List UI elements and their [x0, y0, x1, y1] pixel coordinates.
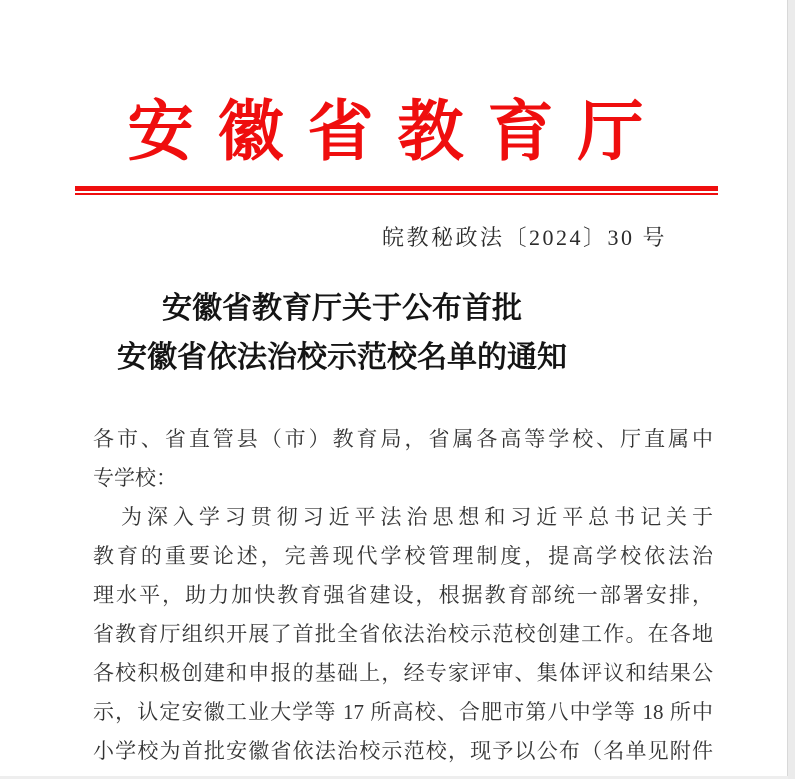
notice-title	[0, 284, 684, 382]
paragraph-line: 各校积极创建和申报的基础上，经专家评审、集体评议和结果公	[93, 661, 713, 685]
paragraph-line: 理水平，助力加快教育强省建设，根据教育部统一部署安排，	[93, 583, 713, 607]
document-number: 皖教秘政法〔2024〕30 号	[381, 225, 667, 250]
rule-thin-line	[75, 193, 718, 195]
red-double-rule	[75, 186, 718, 195]
paragraph-line: 小学校为首批安徽省依法治校示范校，现予以公布（名单见附件	[93, 739, 713, 763]
paragraph-line: 省教育厅组织开展了首批全省依法治校示范校创建工作。在各地	[93, 622, 713, 646]
masthead-title: 安徽省教育厅	[127, 96, 668, 169]
paragraph-line: 教育的重要论述，完善现代学校管理制度，提高学校依法治	[93, 544, 713, 568]
paragraph-line: 示，认定安徽工业大学等 17 所高校、合肥市第八中学等 18 所中	[93, 700, 713, 724]
salutation-line: 各市、省直管县（市）教育局，省属各高等学校、厅直属中	[93, 427, 713, 451]
salutation-line: 专学校：	[93, 466, 177, 490]
rule-thick-line	[75, 186, 718, 191]
paragraph-line: 为深入学习贯彻习近平法治思想和习近平总书记关于	[121, 505, 713, 529]
scan-right-edge	[787, 0, 795, 779]
notice-title-line1: 安徽省教育厅关于公布首批	[162, 292, 522, 325]
notice-title-line2: 安徽省依法治校示范校名单的通知	[117, 341, 567, 374]
body-text	[93, 420, 713, 771]
